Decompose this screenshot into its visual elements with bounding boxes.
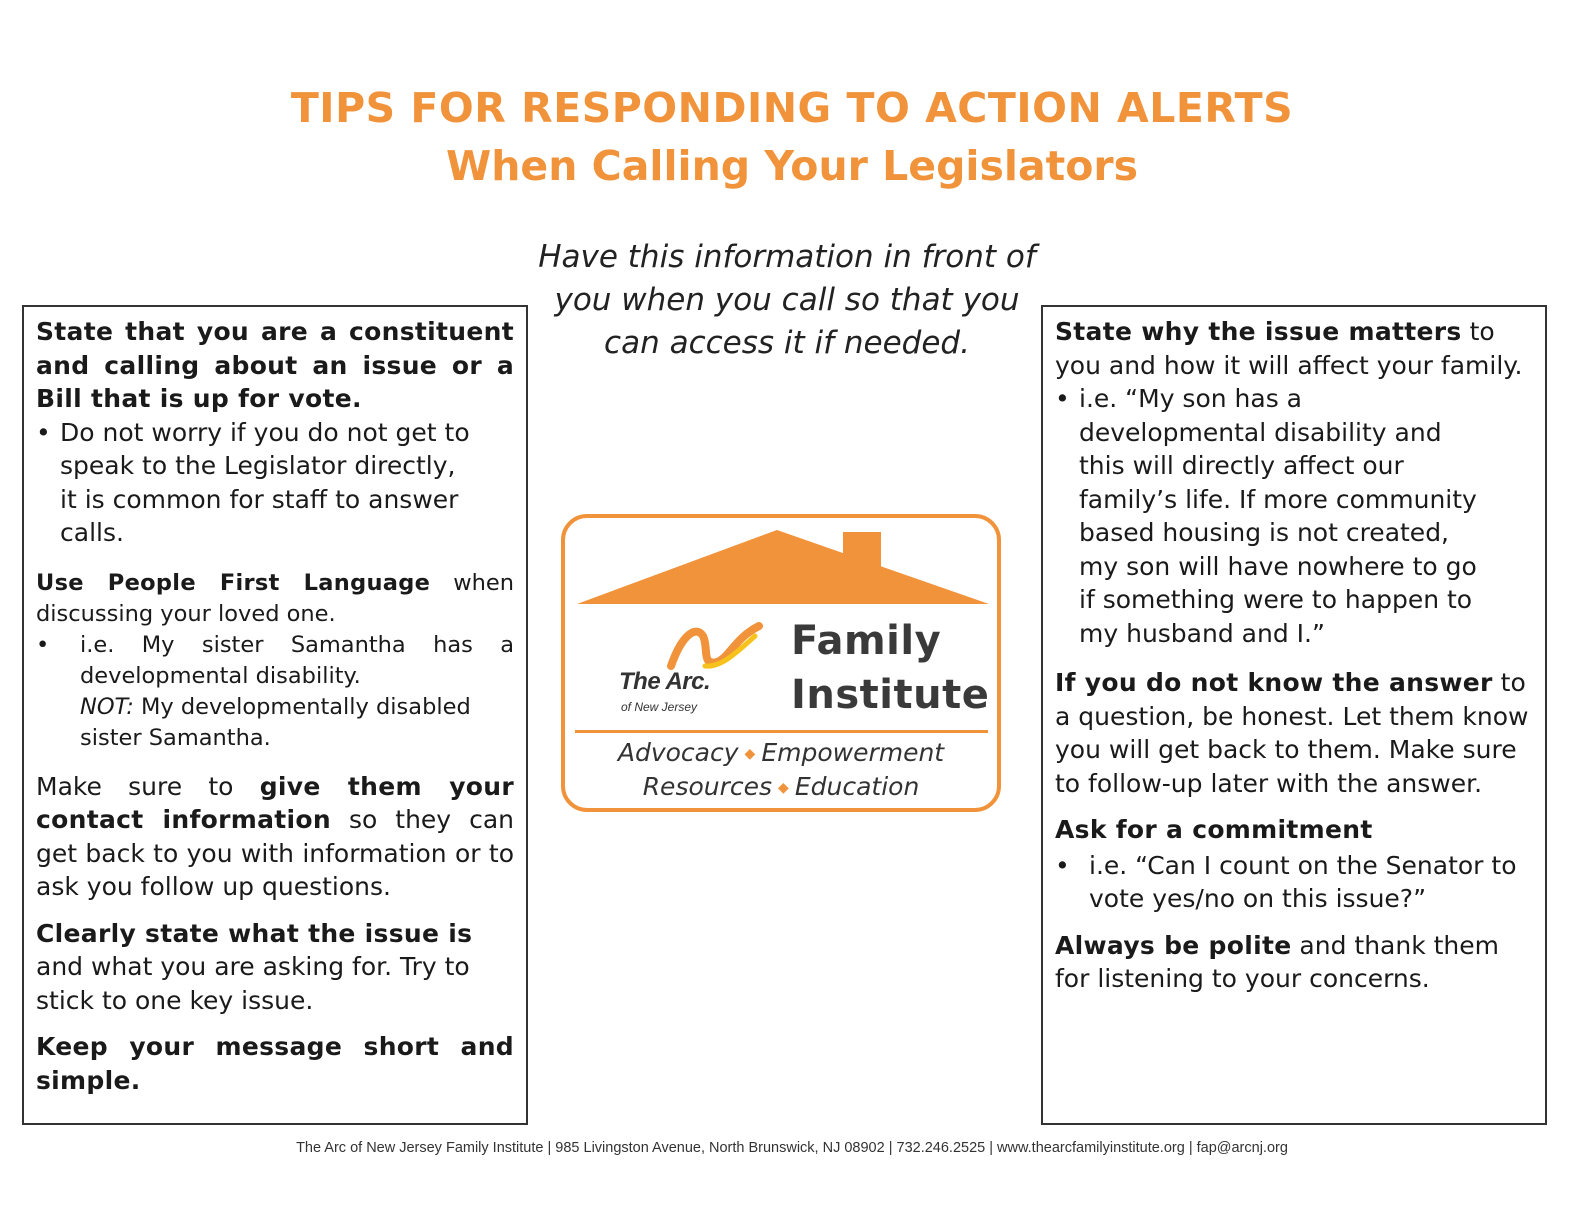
tip-commitment: Ask for a commitment [1055, 815, 1373, 844]
tip-keep-short: Keep your message short and simple. [36, 1032, 514, 1095]
list-item: • i.e. “Can I count on the Senator to vote yes/no on this issue?” [1055, 850, 1517, 913]
logo-tagline-1: Advocacy ◆ Empowerment [617, 738, 945, 767]
logo-divider [575, 730, 988, 733]
house-roof-icon [565, 518, 997, 618]
list-item: • i.e. “My son has a developmental disability and this will directly affect our family’s life. If more community based housing is not created, my son will have nowhere to go if something were to happen to my husband and I.” [1055, 384, 1477, 648]
tip-state-constituent [36, 315, 514, 416]
tip-people-first: Use People First Language when discussing your loved one. [36, 569, 514, 627]
tip-dont-know: If you do not know the answer to a question, be honest. Let them know you will get back to them. Make sure to follow-up later with the answer. [1055, 668, 1529, 798]
intro-text: Have this information in front of you when you call so that you can access it if needed. [538, 239, 1036, 361]
bullet-icon: • [1055, 384, 1070, 413]
tip-contact-info: Make sure to give them your contact information so they can get back to you with information or to ask you follow up questions. [36, 771, 514, 901]
tip-clearly-state: Clearly state what the issue is and what you are asking for. Try to stick to one key issue. [36, 918, 473, 1015]
diamond-icon: ◆ [744, 746, 756, 762]
arc-name: The Arc. [619, 668, 711, 695]
list-item: • Do not worry if you do not get to speak to the Legislator directly, it is common for staff to answer calls. [36, 417, 470, 547]
logo-tagline-2: Resources ◆ Education [642, 772, 920, 801]
bullet-icon: • [1055, 850, 1070, 880]
diamond-icon: ◆ [778, 780, 789, 796]
list-item: • i.e. My sister Samantha has a developmental disability. [36, 631, 514, 689]
tip-heading: State that you are a constituent and calling about an issue or a Bill that is up for vote. [36, 317, 514, 413]
not-example: NOT: My developmentally disabled sister Samantha. [80, 693, 471, 751]
page-subtitle: When Calling Your Legislators [445, 142, 1139, 190]
tip-polite: Always be polite and thank them for listening to your concerns. [1055, 930, 1500, 993]
bullet-icon: • [36, 417, 51, 447]
arc-swoosh-icon [665, 622, 765, 674]
bullet-icon: • [36, 631, 50, 658]
right-tips-box [1041, 305, 1547, 1125]
arc-state: of New Jersey [621, 700, 698, 714]
tip-why-matters: State why the issue matters to you and how it will affect your family. [1055, 317, 1523, 380]
page-title: TIPS FOR RESPONDING TO ACTION ALERTS [290, 84, 1294, 132]
logo-institute: Institute [791, 672, 990, 718]
family-institute-logo [561, 514, 1001, 812]
logo-family: Family [791, 618, 942, 664]
footer-contact: The Arc of New Jersey Family Institute | 985 Livingston Avenue, North Brunswick, NJ 08902 | 732.246.2525 | www.thearcfamilyinstitute.org | fap@arcnj.org [296, 1140, 1288, 1156]
left-tips-box [22, 305, 528, 1125]
